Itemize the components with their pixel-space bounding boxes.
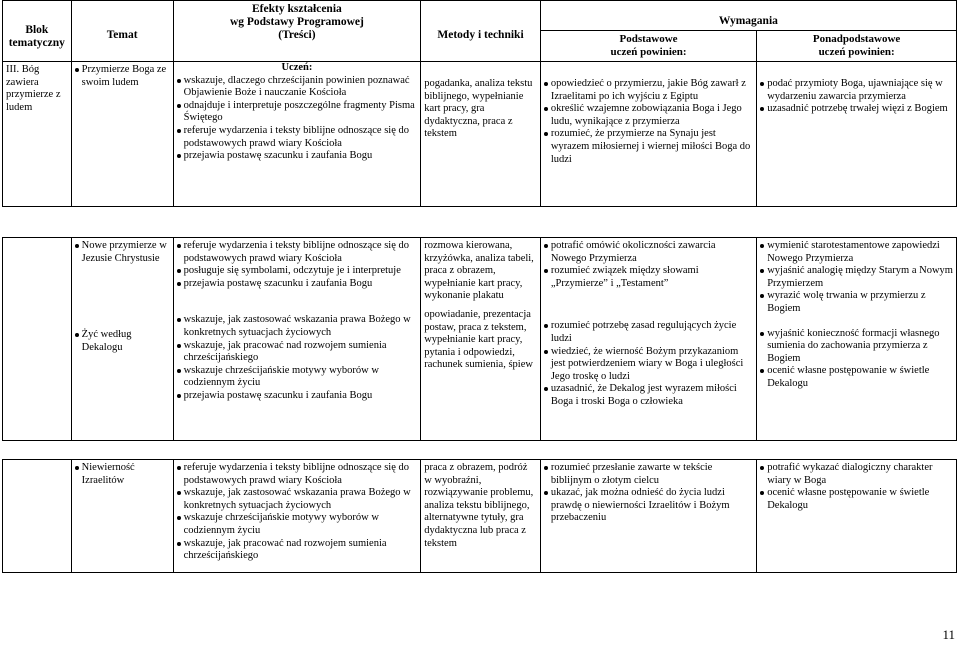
efekt-item: odnajduje i interpretuje poszczególne fragmenty Pisma Świętego <box>177 100 418 125</box>
efekty-cell <box>173 62 421 207</box>
page-number: 11 <box>942 627 955 642</box>
req-item: ocenić własne postępowanie w świetle Dekalogu <box>760 365 953 390</box>
temat-cell <box>71 238 173 441</box>
spacer-row <box>3 207 957 238</box>
metody-cell: praca z obrazem, podróż w wyobraźni, rozwiązywanie problemu, analiza tekstu biblijnego, alternatywne tytuły, gra dydaktyczna lub praca z tekstem <box>421 460 541 573</box>
req-item: opowiedzieć o przymierzu, jakie Bóg zawarł z Izraelitami po ich wyjściu z Egiptu <box>544 78 753 103</box>
efekt-item: referuje wydarzenia i teksty biblijne odnoszące się do podstawowych prawd wiary Kościoła <box>177 462 418 487</box>
req-item: uzasadnić, że Dekalog jest wyrazem miłości Boga i troski Boga o człowieka <box>544 383 753 408</box>
metody-cell <box>421 238 541 441</box>
row-nowe-przymierze <box>3 238 957 441</box>
podstawowe-cell <box>540 238 756 441</box>
topic-item: Niewierność Izraelitów <box>75 462 170 487</box>
efekt-item: referuje wydarzenia i teksty biblijne odnoszące się do podstawowych prawd wiary Kościoła <box>177 240 418 265</box>
header-podstawowe-line2: uczeń powinien: <box>610 46 687 58</box>
req-item: wymienić starotestamentowe zapowiedzi Nowego Przymierza <box>760 240 953 265</box>
temat-cell <box>71 62 173 207</box>
efekt-item: wskazuje chrześcijańskie motywy wyborów w codziennym życiu <box>177 365 418 390</box>
ponad-cell <box>757 238 957 441</box>
req-item: wyjaśnić analogię między Starym a Nowym Przymierzem <box>760 265 953 290</box>
req-item: wyrazić wolę trwania w przymierzu z Bogiem <box>760 290 953 315</box>
header-ponadpodstawowe <box>757 31 957 62</box>
efekt-item: wskazuje, dlaczego chrześcijanin powinien poznawać Objawienie Boże i nauczanie Kościoła <box>177 75 418 100</box>
gap <box>544 290 753 320</box>
metody-text: rozmowa kierowana, krzyżówka, analiza tabeli, praca z obrazem, wypełnianie kart pracy, wykonanie plakatu <box>424 240 534 302</box>
header-metody: Metody i techniki <box>421 1 541 62</box>
efekt-item: wskazuje chrześcijańskie motywy wyborów w codziennym życiu <box>177 512 418 537</box>
efekt-item: wskazuje, jak pracować nad rozwojem sumienia chrześcijańskiego <box>177 538 418 563</box>
header-row <box>3 1 957 31</box>
req-item: ocenić własne postępowanie w świetle Dekalogu <box>760 487 953 512</box>
req-item: wyjaśnić konieczność formacji własnego sumienia do zachowania przymierza z Bogiem <box>760 328 953 366</box>
efekty-cell <box>173 238 421 441</box>
header-ponad-line1: Ponadpodstawowe <box>812 33 901 45</box>
req-item: wiedzieć, że wierność Bożym przykazaniom jest potwierdzeniem wiary w Boga i uległości Jego troskę o ludzi <box>544 346 753 384</box>
efekt-item: referuje wydarzenia i teksty biblijne odnoszące się do podstawowych prawd wiary Kościoła <box>177 125 418 150</box>
ponad-cell <box>757 460 957 573</box>
req-item: ukazać, jak można odnieść do życia ludzi prawdę o niewierności Izraelitów i Bożym przebaczeniu <box>544 487 753 525</box>
req-item: rozumieć związek między słowami „Przymierze” i „Testament” <box>544 265 753 290</box>
topic-item: Żyć według Dekalogu <box>75 329 170 354</box>
header-efekty-line2: wg Podstawy Programowej <box>229 16 364 28</box>
req-item: uzasadnić potrzebę trwałej więzi z Bogiem <box>760 103 953 116</box>
efekt-item: wskazuje, jak zastosować wskazania prawa Bożego w konkretnych sytuacjach życiowych <box>177 487 418 512</box>
podstawowe-cell <box>540 62 756 207</box>
blok-cell: III. Bóg zawiera przymierze z ludem <box>3 62 72 207</box>
efekt-item: wskazuje, jak pracować nad rozwojem sumienia chrześcijańskiego <box>177 340 418 365</box>
gap <box>177 290 418 314</box>
gap <box>75 265 170 329</box>
metody-text: opowiadanie, prezentacja postaw, praca z tekstem, wypełnianie kart pracy, pytania i odpowiedzi, rachunek sumienia, śpiew <box>424 308 533 371</box>
row-niewiernosc <box>3 460 957 573</box>
efekt-item: wskazuje, jak zastosować wskazania prawa Bożego w konkretnych sytuacjach życiowych <box>177 314 418 339</box>
metody-cell: pogadanka, analiza tekstu biblijnego, wypełnianie kart pracy, gra dydaktyczna, praca z tekstem <box>421 62 541 207</box>
gap <box>760 316 953 328</box>
req-item: określić wzajemne zobowiązania Boga i Jego ludu, wynikające z przymierza <box>544 103 753 128</box>
podstawowe-cell <box>540 460 756 573</box>
efekt-item: przejawia postawę szacunku i zaufania Bogu <box>177 278 418 291</box>
topic-item: Przymierze Boga ze swoim ludem <box>75 64 170 89</box>
efekt-item: przejawia postawę szacunku i zaufania Bogu <box>177 390 418 403</box>
blok-cell-empty <box>3 238 72 441</box>
efekty-cell <box>173 460 421 573</box>
topic-item: Nowe przymierze w Jezusie Chrystusie <box>75 240 170 265</box>
header-temat: Temat <box>71 1 173 62</box>
header-ponad-line2: uczeń powinien: <box>818 46 895 58</box>
header-efekty-line1: Efekty kształcenia <box>252 3 342 15</box>
row-przymierze <box>3 62 957 207</box>
curriculum-table <box>2 0 957 573</box>
ponad-cell <box>757 62 957 207</box>
req-item: podać przymioty Boga, ujawniające się w wydarzeniu zawarcia przymierza <box>760 78 953 103</box>
header-podstawowe-line1: Podstawowe <box>619 33 678 45</box>
header-podstawowe <box>540 31 756 62</box>
header-efekty <box>173 1 421 62</box>
blok-cell-empty <box>3 460 72 573</box>
temat-cell <box>71 460 173 573</box>
req-item: potrafić omówić okoliczności zawarcia Nowego Przymierza <box>544 240 753 265</box>
header-wymagania: Wymagania <box>540 1 956 31</box>
uczen-label: Uczeń: <box>281 62 313 73</box>
spacer-row <box>3 441 957 460</box>
req-item: rozumieć przesłanie zawarte w tekście biblijnym o złotym cielcu <box>544 462 753 487</box>
req-item: rozumieć potrzebę zasad regulujących życie ludzi <box>544 320 753 345</box>
req-item: potrafić wykazać dialogiczny charakter wiary w Boga <box>760 462 953 487</box>
header-blok: Blok tematyczny <box>3 1 72 62</box>
header-efekty-line3: (Treści) <box>278 29 316 41</box>
req-item: rozumieć, że przymierze na Synaju jest wyrazem miłosiernej i wiernej miłości Boga do ludzi <box>544 128 753 166</box>
efekt-item: przejawia postawę szacunku i zaufania Bogu <box>177 150 418 163</box>
efekt-item: posługuje się symbolami, odczytuje je i interpretuje <box>177 265 418 278</box>
